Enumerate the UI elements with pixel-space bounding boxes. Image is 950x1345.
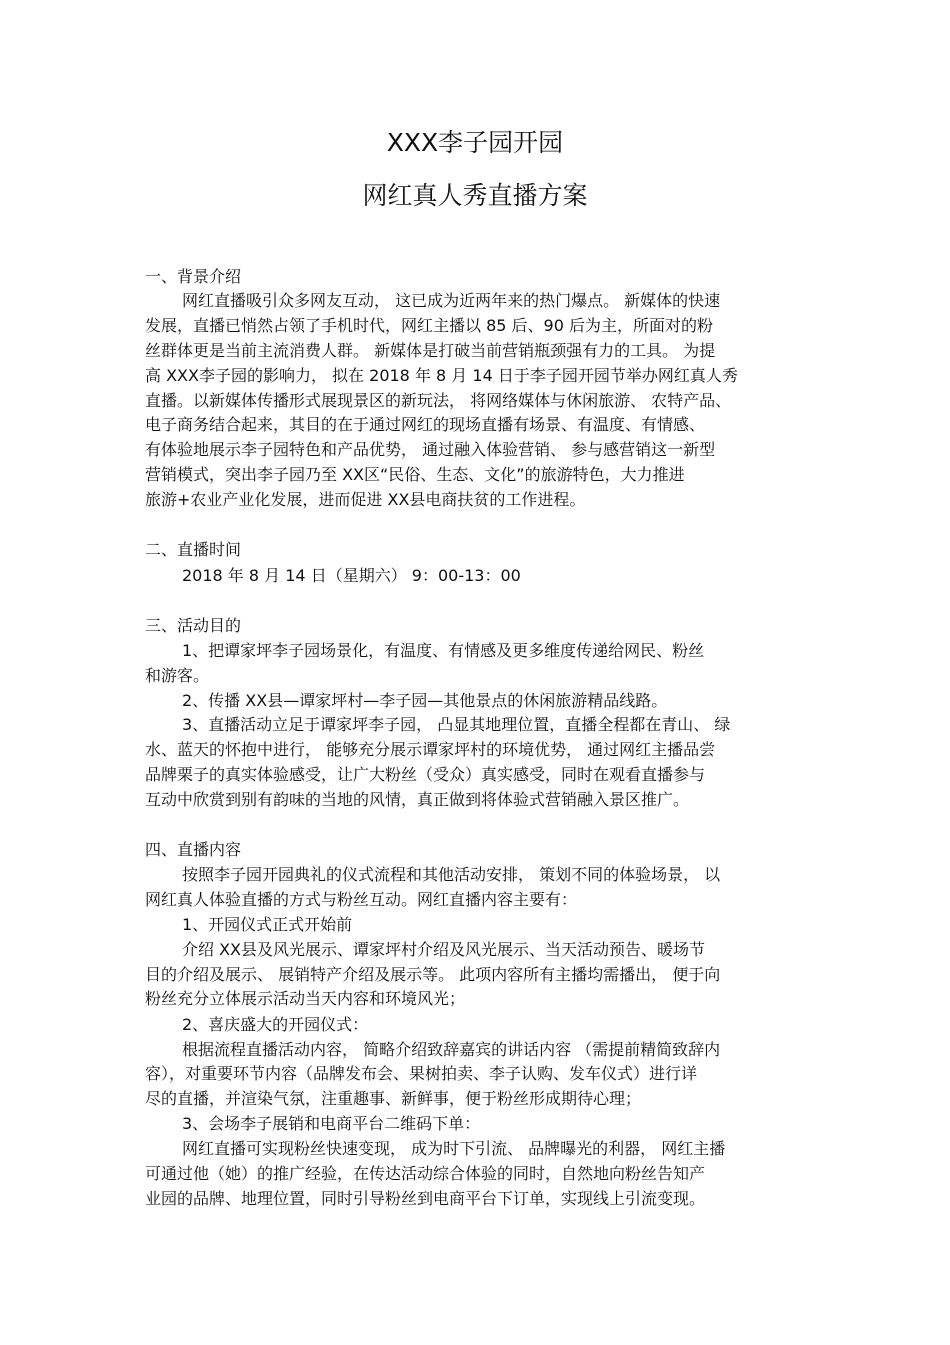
- paragraph-line: 旅游+农业产业化发展，进而促进 XX县电商扶贫的工作进程。: [145, 490, 586, 509]
- paragraph-line: 介绍 XX县及风光展示、谭家坪村介绍及风光展示、当天活动预告、暖场节: [182, 940, 706, 959]
- paragraph-line: 直播。以新媒体传播形式展现景区的新玩法， 将网络媒体与休闲旅游、 农特产品、: [145, 391, 732, 410]
- paragraph-line: 营销模式，突出李子园乃至 XX区“民俗、生态、文化”的旅游特色，大力推进: [145, 465, 685, 484]
- subheading-line: 2、喜庆盛大的开园仪式：: [182, 1015, 369, 1034]
- paragraph-line: 网红真人体验直播的方式与粉丝互动。网红直播内容主要有：: [145, 890, 578, 909]
- subheading-line: 1、开园仪式正式开始前: [182, 915, 353, 934]
- paragraph-line: 丝群体更是当前主流消费人群。 新媒体是打破当前营销瓶颈强有力的工具。 为提: [145, 341, 716, 360]
- broadcast-time: 2018 年 8 月 14 日（星期六） 9：00-13：00: [182, 566, 521, 585]
- paragraph-line: 电子商务结合起来，其目的在于通过网红的现场直播有场景、有温度、有情感、: [145, 415, 706, 434]
- paragraph-line: 网红直播可实现粉丝快速变现， 成为时下引流、 品牌曝光的利器， 网红主播: [182, 1139, 726, 1158]
- paragraph-line: 按照李子园开园典礼的仪式流程和其他活动安排， 策划不同的体验场景， 以: [182, 865, 721, 884]
- section-heading-time: 二、直播时间: [145, 540, 242, 559]
- paragraph-line: 目的介绍及展示、 展销特产介绍及展示等。 此项内容所有主播均需播出， 便于向: [145, 965, 721, 984]
- paragraph-line: 根据流程直播活动内容， 简略介绍致辞嘉宾的讲话内容 （需提前精简致辞内: [182, 1040, 721, 1059]
- paragraph-line: 3、直播活动立足于谭家坪李子园， 凸显其地理位置，直播全程都在青山、 绿: [182, 715, 731, 734]
- paragraph-line: 容），对重要环节内容（品牌发布会、果树拍卖、李子认购、发车仪式）进行详: [145, 1064, 698, 1083]
- paragraph-line: 尽的直播，并渲染气氛，注重趣事、新鲜事，便于粉丝形成期待心理；: [145, 1089, 642, 1108]
- document-title-line2: 网红真人秀直播方案: [362, 181, 588, 210]
- paragraph-line: 粉丝充分立体展示活动当天内容和环境风光；: [145, 989, 466, 1008]
- section-heading-content: 四、直播内容: [145, 840, 242, 859]
- section-heading-background: 一、背景介绍: [145, 267, 242, 286]
- paragraph-line: 1、把谭家坪李子园场景化，有温度、有情感及更多维度传递给网民、粉丝: [182, 641, 705, 660]
- paragraph-line: 业园的品牌、地理位置，同时引导粉丝到电商平台下订单，实现线上引流变现。: [145, 1189, 706, 1208]
- paragraph-line: 有体验地展示李子园特色和产品优势， 通过融入体验营销、 参与感营销这一新型: [145, 440, 716, 459]
- paragraph-line: 互动中欣赏到别有韵味的当地的风情，真正做到将体验式营销融入景区推广。: [145, 790, 690, 809]
- paragraph-line: 和游客。: [145, 666, 210, 685]
- paragraph-line: 发展，直播已悄然占领了手机时代，网红主播以 85 后、90 后为主，所面对的粉: [145, 316, 713, 335]
- section-heading-purpose: 三、活动目的: [145, 616, 242, 635]
- paragraph-line: 可通过他（她）的推广经验，在传达活动综合体验的同时，自然地向粉丝告知产: [145, 1164, 706, 1183]
- paragraph-line: 水、蓝天的怀抱中进行， 能够充分展示谭家坪村的环境优势， 通过网红主播品尝: [145, 740, 716, 759]
- paragraph-line: 2、传播 XX县—谭家坪村—李子园—其他景点的休闲旅游精品线路。: [182, 691, 668, 710]
- paragraph-line: 品牌栗子的真实体验感受，让广大粉丝（受众）真实感受，同时在观看直播参与: [145, 765, 706, 784]
- subheading-line: 3、会场李子展销和电商平台二维码下单：: [182, 1114, 481, 1133]
- document-title-line1: XXX李子园开园: [386, 128, 564, 157]
- paragraph-line: 高 XXX李子园的影响力， 拟在 2018 年 8 月 14 日于李子园开园节举办网红真人秀: [145, 366, 738, 385]
- paragraph-line: 网红直播吸引众多网友互动， 这已成为近两年来的热门爆点。 新媒体的快速: [182, 291, 721, 310]
